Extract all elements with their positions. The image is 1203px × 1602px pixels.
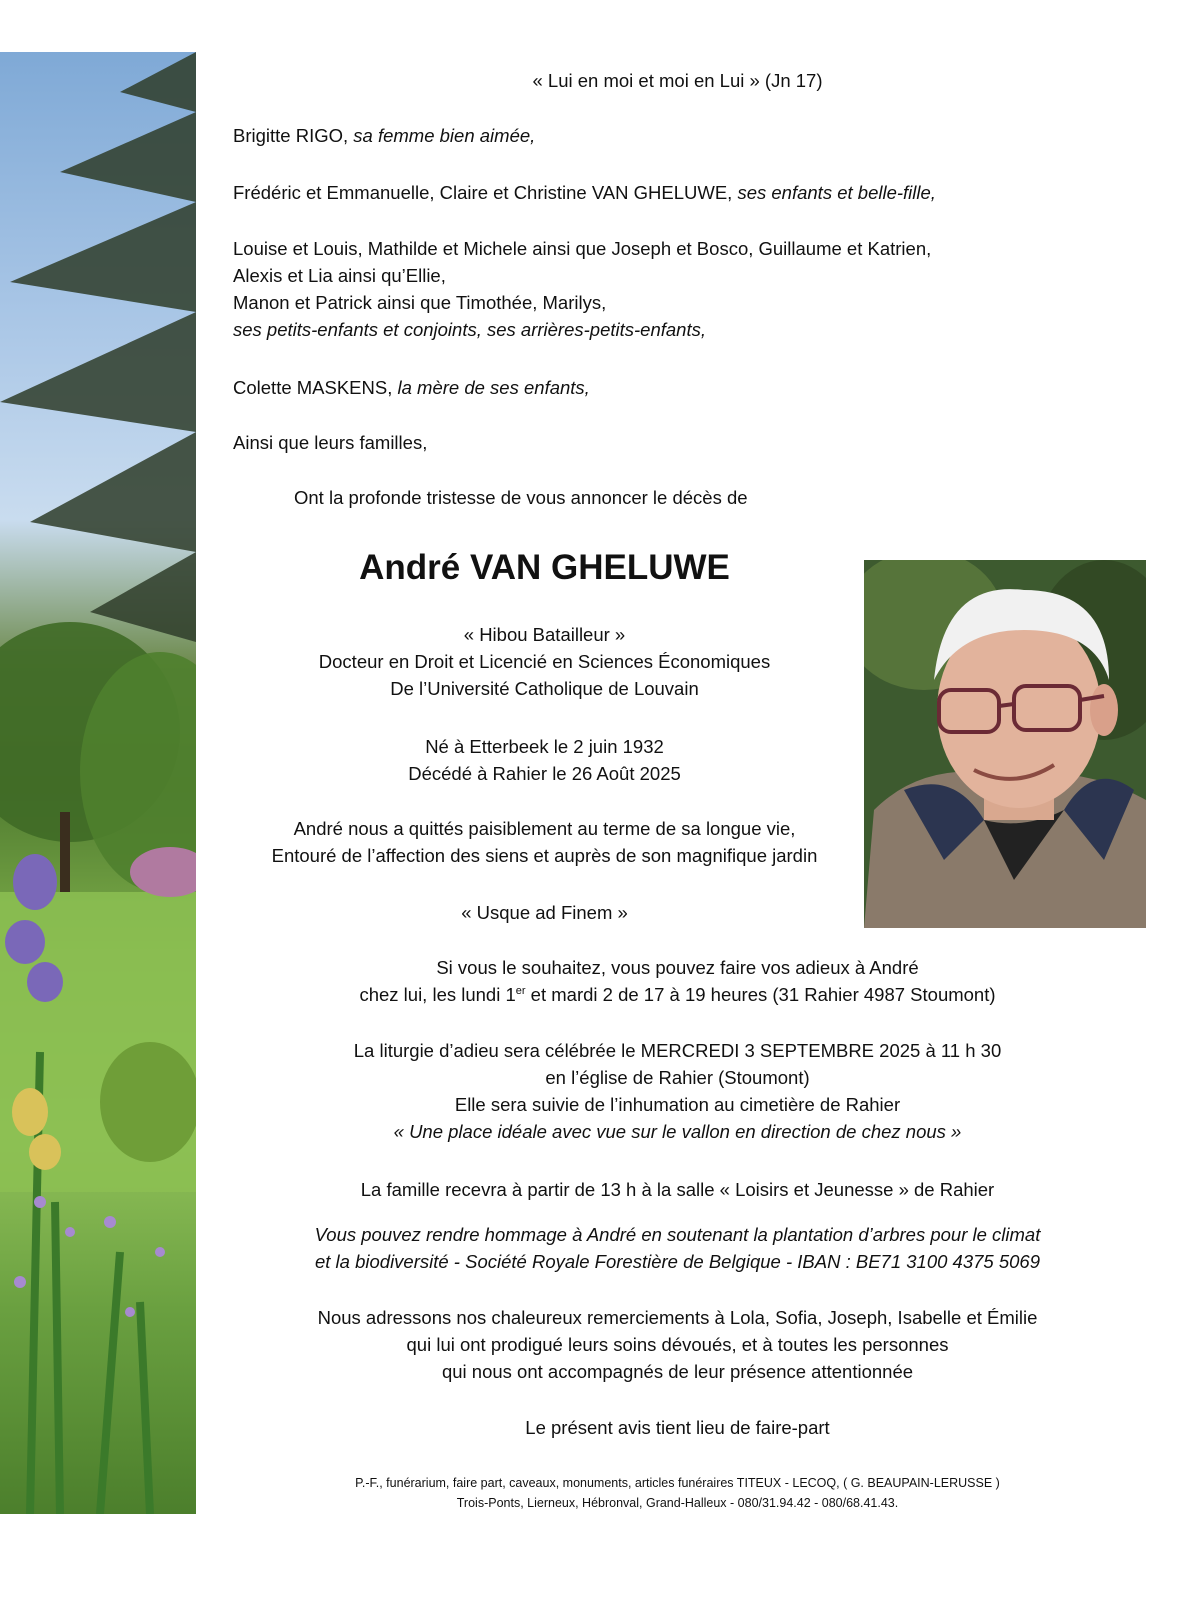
thanks-line: qui lui ont prodigué leurs soins dévoués, et à toutes les personnes [406, 1334, 949, 1355]
liturgy-block [196, 1037, 1159, 1145]
tribute-block [196, 1221, 1159, 1275]
families-line: Ainsi que leurs familles, [233, 432, 428, 453]
title-line: De l’Université Catholique de Louvain [390, 678, 699, 699]
family-line-wife: Brigitte RIGO, sa femme bien aimée, [233, 125, 536, 146]
dates-block [233, 733, 856, 787]
passing-line: Entouré de l’affection des siens et auprès de son magnifique jardin [271, 845, 818, 866]
footer-line: P.-F., funérarium, faire part, caveaux, monuments, articles funéraires TITEUX - LECOQ, ( G. BEAUPAIN-LERUSSE ) [355, 1476, 1000, 1490]
deceased-name: André VAN GHELUWE [359, 548, 730, 587]
nickname: « Hibou Batailleur » [463, 624, 626, 645]
thanks-block [196, 1304, 1159, 1385]
portrait-photo [864, 560, 1146, 928]
title-line: Docteur en Droit et Licencié en Sciences Économiques [318, 651, 771, 672]
passing-block [233, 815, 856, 869]
death-line: Décédé à Rahier le 26 Août 2025 [408, 763, 681, 784]
bio-block [233, 621, 856, 702]
visit-line: Si vous le souhaitez, vous pouvez faire vos adieux à André [436, 957, 919, 978]
tribute-line: et la biodiversité - Société Royale Forestière de Belgique - IBAN : BE71 3100 4375 5069 [314, 1251, 1040, 1272]
grandchildren-line: Manon et Patrick ainsi que Timothée, Marilys, [233, 292, 607, 313]
birth-line: Né à Etterbeek le 2 juin 1932 [425, 736, 664, 757]
thanks-line: qui nous ont accompagnés de leur présence attentionnée [441, 1361, 914, 1382]
visit-block [196, 954, 1159, 1008]
reception: La famille recevra à partir de 13 h à la salle « Loisirs et Jeunesse » de Rahier [360, 1179, 995, 1200]
liturgy-quote: « Une place idéale avec vue sur le vallon en direction de chez nous » [393, 1121, 962, 1142]
motto: « Usque ad Finem » [461, 902, 628, 923]
grandchildren-line: Alexis et Lia ainsi qu’Ellie, [233, 265, 446, 286]
visit-line: chez lui, les lundi 1er et mardi 2 de 17 à 19 heures (31 Rahier 4987 Stoumont) [359, 984, 996, 1005]
liturgy-line: Elle sera suivie de l’inhumation au cimetière de Rahier [454, 1094, 901, 1115]
announcement: Ont la profonde tristesse de vous annoncer le décès de [294, 487, 748, 508]
garden-photo [0, 52, 196, 1514]
notice: Le présent avis tient lieu de faire-part [525, 1417, 830, 1438]
footer-line: Trois-Ponts, Lierneux, Hébronval, Grand-Halleux - 080/31.94.42 - 080/68.41.43. [456, 1496, 899, 1510]
tribute-line: Vous pouvez rendre hommage à André en soutenant la plantation d’arbres pour le climat [314, 1224, 1041, 1245]
thanks-line: Nous adressons nos chaleureux remerciements à Lola, Sofia, Joseph, Isabelle et Émilie [317, 1307, 1038, 1328]
grandchildren-relation: ses petits-enfants et conjoints, ses arrières-petits-enfants, [233, 319, 706, 340]
liturgy-line: en l’église de Rahier (Stoumont) [545, 1067, 810, 1088]
family-line-mother: Colette MASKENS, la mère de ses enfants, [233, 377, 590, 398]
funeral-home-footer [196, 1473, 1159, 1513]
grandchildren-line: Louise et Louis, Mathilde et Michele ainsi que Joseph et Bosco, Guillaume et Katrien, [233, 238, 932, 259]
passing-line: André nous a quittés paisiblement au terme de sa longue vie, [293, 818, 796, 839]
liturgy-line: La liturgie d’adieu sera célébrée le MERCREDI 3 SEPTEMBRE 2025 à 11 h 30 [353, 1040, 1002, 1061]
family-line-children: Frédéric et Emmanuelle, Claire et Christine VAN GHELUWE, ses enfants et belle-fille, [233, 182, 936, 203]
quote: « Lui en moi et moi en Lui » (Jn 17) [532, 70, 823, 91]
grandchildren-block [233, 235, 931, 343]
